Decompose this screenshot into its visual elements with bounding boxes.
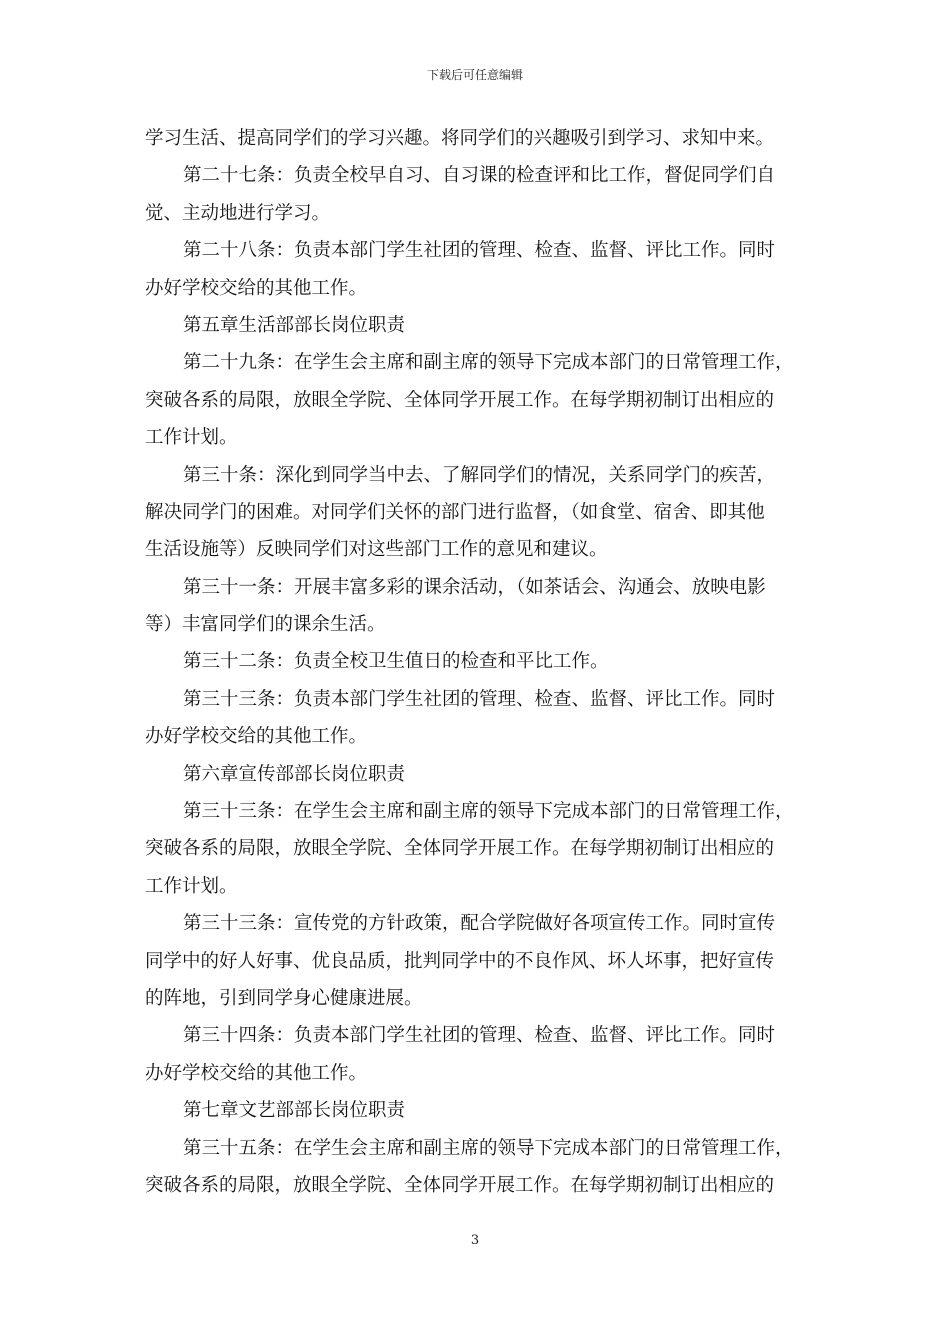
paragraph-line: 第三十条：深化到同学当中去、了解同学们的情况，关系同学门的疾苦， [183,464,776,486]
paragraph-line: 觉、主动地进行学习。 [145,202,331,224]
paragraph-line: 第三十二条：负责全校卫生值日的检查和平比工作。 [183,651,609,673]
paragraph-line: 等）丰富同学们的课余生活。 [145,614,386,636]
paragraph-line: 第二十七条：负责全校早自习、自习课的检查评和比工作，督促同学们自 [183,165,776,187]
paragraph-line: 办好学校交给的其他工作。 [145,277,368,299]
page-number: 3 [470,1233,480,1248]
paragraph-line: 第三十三条：在学生会主席和副主席的领导下完成本部门的日常管理工作， [183,801,794,823]
paragraph-line: 第三十三条：宣传党的方针政策，配合学院做好各项宣传工作。同时宣传 [183,913,776,935]
chapter-heading: 第六章宣传部部长岗位职责 [183,763,406,785]
paragraph-line: 第二十九条：在学生会主席和副主席的领导下完成本部门的日常管理工作， [183,352,794,374]
paragraph-line: 突破各系的局限，放眼全学院、全体同学开展工作。在每学期初制订出相应的 [145,1174,775,1196]
paragraph-line: 生活设施等）反映同学们对这些部门工作的意见和建议。 [145,539,608,561]
paragraph-line: 办好学校交给的其他工作。 [145,1062,368,1084]
paragraph-line: 第三十四条：负责本部门学生社团的管理、检查、监督、评比工作。同时 [183,1025,776,1047]
paragraph-line: 工作计划。 [145,427,238,449]
chapter-heading: 第五章生活部部长岗位职责 [183,314,406,336]
paragraph-line: 学习生活、提高同学们的学习兴趣。将同学们的兴趣吸引到学习、求知中来。 [145,128,775,149]
paragraph-line: 第三十一条：开展丰富多彩的课余活动，（如茶话会、沟通会、放映电影 [183,576,766,598]
paragraph-line: 突破各系的局限，放眼全学院、全体同学开展工作。在每学期初制订出相应的 [145,838,775,860]
page-header: 下载后可任意编辑 [426,68,523,82]
document-body [145,120,810,1204]
paragraph-line: 办好学校交给的其他工作。 [145,726,368,748]
paragraph-line: 解决同学门的困难。对同学们关怀的部门进行监督，（如食堂、宿舍、即其他 [145,501,765,523]
paragraph-line: 第三十五条：在学生会主席和副主席的领导下完成本部门的日常管理工作， [183,1137,794,1159]
paragraph-line: 工作计划。 [145,875,238,897]
paragraph-line: 的阵地，引到同学身心健康进展。 [145,987,423,1009]
paragraph-line: 同学中的好人好事、优良品质，批判同学中的不良作风、坏人坏事，把好宣传 [145,950,775,972]
paragraph-line: 突破各系的局限，放眼全学院、全体同学开展工作。在每学期初制订出相应的 [145,389,775,411]
chapter-heading: 第七章文艺部部长岗位职责 [183,1100,406,1122]
paragraph-line: 第三十三条：负责本部门学生社团的管理、检查、监督、评比工作。同时 [183,688,776,710]
paragraph-line: 第二十八条：负责本部门学生社团的管理、检查、监督、评比工作。同时 [183,240,776,262]
